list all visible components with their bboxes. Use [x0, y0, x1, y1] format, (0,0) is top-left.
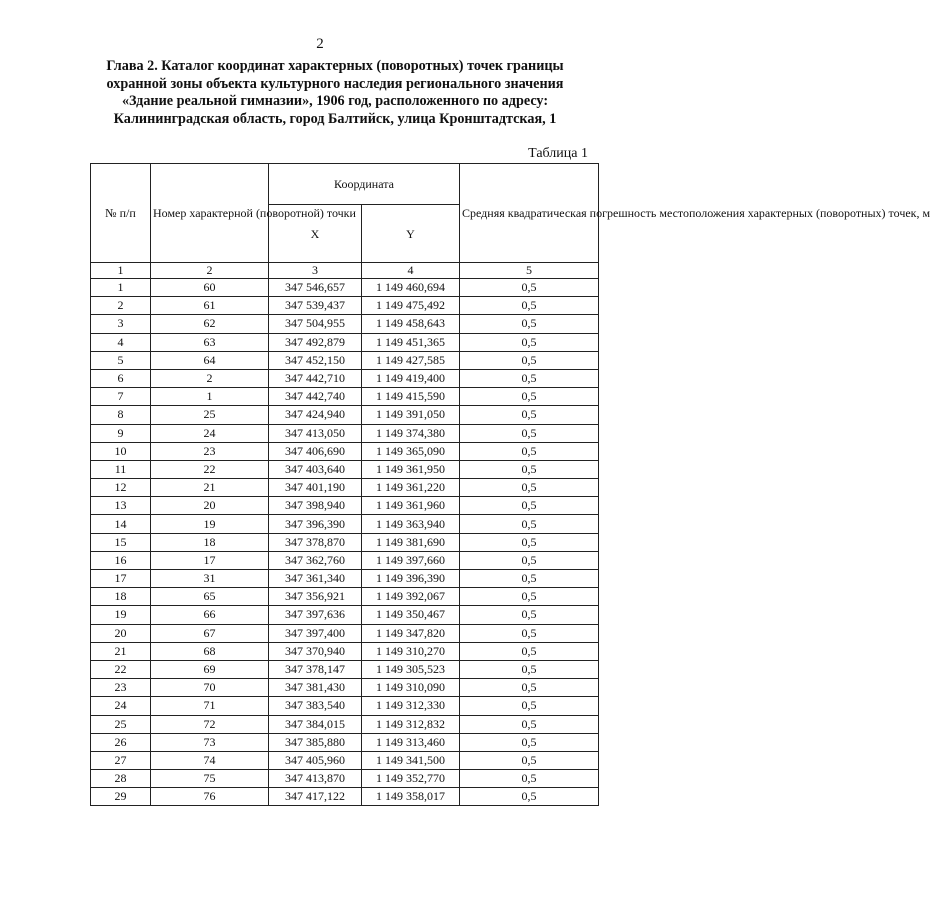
cell-x: 347 442,740: [269, 388, 362, 406]
cell-row-number: 7: [91, 388, 151, 406]
cell-y: 1 149 427,585: [362, 351, 460, 369]
cell-x: 347 385,880: [269, 733, 362, 751]
cell-point-number: 72: [151, 715, 269, 733]
header-num: № п/п: [91, 164, 151, 263]
cell-x: 347 546,657: [269, 279, 362, 297]
cell-x: 347 384,015: [269, 715, 362, 733]
cell-x: 347 442,710: [269, 369, 362, 387]
cell-row-number: 21: [91, 642, 151, 660]
column-index-cell: 3: [269, 263, 362, 279]
cell-point-number: 71: [151, 697, 269, 715]
table-row: [91, 660, 599, 678]
heading-line: Калининградская область, город Балтийск, улица Кронштадтская, 1: [113, 110, 557, 127]
table-row: [91, 351, 599, 369]
cell-error: 0,5: [460, 297, 599, 315]
cell-y: 1 149 341,500: [362, 751, 460, 769]
cell-point-number: 23: [151, 442, 269, 460]
cell-row-number: 22: [91, 660, 151, 678]
cell-error: 0,5: [460, 315, 599, 333]
header-error: Средняя квадратическая погрешность местоположения характерных (поворотных) точек, м: [460, 164, 599, 263]
cell-point-number: 70: [151, 679, 269, 697]
header-coordinate: Координата: [269, 164, 460, 205]
cell-error: 0,5: [460, 733, 599, 751]
cell-error: 0,5: [460, 788, 599, 806]
cell-point-number: 67: [151, 624, 269, 642]
cell-point-number: 64: [151, 351, 269, 369]
cell-y: 1 149 305,523: [362, 660, 460, 678]
cell-y: 1 149 361,220: [362, 479, 460, 497]
cell-x: 347 417,122: [269, 788, 362, 806]
cell-row-number: 16: [91, 551, 151, 569]
table-row: [91, 588, 599, 606]
cell-point-number: 60: [151, 279, 269, 297]
cell-y: 1 149 381,690: [362, 533, 460, 551]
cell-point-number: 2: [151, 369, 269, 387]
cell-x: 347 381,430: [269, 679, 362, 697]
cell-y: 1 149 419,400: [362, 369, 460, 387]
cell-error: 0,5: [460, 533, 599, 551]
cell-x: 347 424,940: [269, 406, 362, 424]
cell-point-number: 68: [151, 642, 269, 660]
cell-x: 347 396,390: [269, 515, 362, 533]
cell-x: 347 378,147: [269, 660, 362, 678]
table-row: [91, 315, 599, 333]
cell-row-number: 17: [91, 570, 151, 588]
cell-error: 0,5: [460, 588, 599, 606]
cell-row-number: 29: [91, 788, 151, 806]
table-row: [91, 624, 599, 642]
cell-y: 1 149 352,770: [362, 770, 460, 788]
table-row: [91, 479, 599, 497]
cell-row-number: 28: [91, 770, 151, 788]
cell-error: 0,5: [460, 679, 599, 697]
cell-point-number: 24: [151, 424, 269, 442]
table-row: [91, 606, 599, 624]
cell-x: 347 406,690: [269, 442, 362, 460]
cell-row-number: 13: [91, 497, 151, 515]
table-row: [91, 333, 599, 351]
coordinates-table: [90, 163, 930, 806]
cell-x: 347 397,636: [269, 606, 362, 624]
column-index-cell: 5: [460, 263, 599, 279]
cell-row-number: 15: [91, 533, 151, 551]
cell-row-number: 1: [91, 279, 151, 297]
table-row: [91, 715, 599, 733]
cell-error: 0,5: [460, 770, 599, 788]
table-row: [91, 733, 599, 751]
cell-error: 0,5: [460, 606, 599, 624]
cell-point-number: 20: [151, 497, 269, 515]
cell-point-number: 66: [151, 606, 269, 624]
cell-row-number: 11: [91, 460, 151, 478]
cell-x: 347 397,400: [269, 624, 362, 642]
column-index-cell: 1: [91, 263, 151, 279]
cell-x: 347 378,870: [269, 533, 362, 551]
table-row: [91, 751, 599, 769]
table-caption: Таблица 1: [528, 146, 588, 161]
page-number: 2: [316, 36, 324, 52]
table-row: [91, 406, 599, 424]
header-x: X: [269, 205, 362, 263]
cell-error: 0,5: [460, 751, 599, 769]
chapter-heading: [70, 58, 600, 128]
cell-point-number: 31: [151, 570, 269, 588]
table-row: [91, 570, 599, 588]
cell-y: 1 149 391,050: [362, 406, 460, 424]
cell-y: 1 149 363,940: [362, 515, 460, 533]
cell-point-number: 18: [151, 533, 269, 551]
cell-error: 0,5: [460, 460, 599, 478]
cell-row-number: 9: [91, 424, 151, 442]
cell-error: 0,5: [460, 497, 599, 515]
cell-row-number: 27: [91, 751, 151, 769]
heading-line: охранной зоны объекта культурного наследия регионального значения: [106, 75, 564, 92]
cell-error: 0,5: [460, 369, 599, 387]
cell-error: 0,5: [460, 388, 599, 406]
cell-point-number: 69: [151, 660, 269, 678]
table-row: [91, 679, 599, 697]
column-index-cell: 2: [151, 263, 269, 279]
cell-y: 1 149 312,330: [362, 697, 460, 715]
cell-y: 1 149 310,270: [362, 642, 460, 660]
cell-error: 0,5: [460, 660, 599, 678]
table-row: [91, 551, 599, 569]
cell-x: 347 492,879: [269, 333, 362, 351]
cell-y: 1 149 361,950: [362, 460, 460, 478]
table-row: [91, 697, 599, 715]
cell-x: 347 403,640: [269, 460, 362, 478]
cell-y: 1 149 365,090: [362, 442, 460, 460]
cell-row-number: 8: [91, 406, 151, 424]
table-row: [91, 279, 599, 297]
table-row: [91, 460, 599, 478]
cell-row-number: 14: [91, 515, 151, 533]
cell-error: 0,5: [460, 642, 599, 660]
cell-x: 347 362,760: [269, 551, 362, 569]
header-y: Y: [362, 205, 460, 263]
table-row: [91, 424, 599, 442]
table-row: [91, 533, 599, 551]
column-index-row: [91, 263, 599, 279]
cell-y: 1 149 310,090: [362, 679, 460, 697]
cell-y: 1 149 475,492: [362, 297, 460, 315]
table-row: [91, 497, 599, 515]
cell-point-number: 17: [151, 551, 269, 569]
cell-y: 1 149 361,960: [362, 497, 460, 515]
cell-row-number: 12: [91, 479, 151, 497]
cell-y: 1 149 397,660: [362, 551, 460, 569]
cell-point-number: 61: [151, 297, 269, 315]
cell-y: 1 149 415,590: [362, 388, 460, 406]
cell-error: 0,5: [460, 279, 599, 297]
table-row: [91, 388, 599, 406]
header-point-number: Номер характерной (поворотной) точки: [151, 164, 269, 263]
cell-x: 347 539,437: [269, 297, 362, 315]
cell-point-number: 63: [151, 333, 269, 351]
cell-y: 1 149 396,390: [362, 570, 460, 588]
cell-x: 347 504,955: [269, 315, 362, 333]
cell-row-number: 6: [91, 369, 151, 387]
table-header: [91, 164, 930, 263]
cell-point-number: 76: [151, 788, 269, 806]
cell-point-number: 74: [151, 751, 269, 769]
cell-row-number: 4: [91, 333, 151, 351]
cell-y: 1 149 392,067: [362, 588, 460, 606]
cell-row-number: 10: [91, 442, 151, 460]
cell-row-number: 24: [91, 697, 151, 715]
cell-y: 1 149 460,694: [362, 279, 460, 297]
cell-error: 0,5: [460, 551, 599, 569]
table-row: [91, 788, 599, 806]
cell-row-number: 18: [91, 588, 151, 606]
cell-error: 0,5: [460, 333, 599, 351]
cell-error: 0,5: [460, 351, 599, 369]
cell-x: 347 413,050: [269, 424, 362, 442]
table-body: [91, 263, 599, 806]
cell-point-number: 73: [151, 733, 269, 751]
cell-y: 1 149 458,643: [362, 315, 460, 333]
cell-y: 1 149 313,460: [362, 733, 460, 751]
cell-error: 0,5: [460, 624, 599, 642]
table-row: [91, 369, 599, 387]
cell-error: 0,5: [460, 424, 599, 442]
cell-row-number: 3: [91, 315, 151, 333]
cell-error: 0,5: [460, 515, 599, 533]
cell-error: 0,5: [460, 442, 599, 460]
cell-row-number: 25: [91, 715, 151, 733]
cell-error: 0,5: [460, 570, 599, 588]
cell-y: 1 149 451,365: [362, 333, 460, 351]
cell-error: 0,5: [460, 715, 599, 733]
cell-point-number: 62: [151, 315, 269, 333]
cell-point-number: 19: [151, 515, 269, 533]
table-row: [91, 642, 599, 660]
column-index-cell: 4: [362, 263, 460, 279]
table-row: [91, 770, 599, 788]
cell-point-number: 65: [151, 588, 269, 606]
cell-x: 347 452,150: [269, 351, 362, 369]
cell-point-number: 25: [151, 406, 269, 424]
table-row: [91, 515, 599, 533]
table-row: [91, 442, 599, 460]
cell-x: 347 398,940: [269, 497, 362, 515]
cell-point-number: 22: [151, 460, 269, 478]
cell-row-number: 5: [91, 351, 151, 369]
cell-x: 347 370,940: [269, 642, 362, 660]
cell-row-number: 20: [91, 624, 151, 642]
cell-x: 347 405,960: [269, 751, 362, 769]
cell-y: 1 149 347,820: [362, 624, 460, 642]
cell-row-number: 19: [91, 606, 151, 624]
cell-x: 347 401,190: [269, 479, 362, 497]
heading-line: Глава 2. Каталог координат характерных (поворотных) точек границы: [106, 58, 564, 74]
cell-error: 0,5: [460, 697, 599, 715]
cell-row-number: 23: [91, 679, 151, 697]
cell-row-number: 26: [91, 733, 151, 751]
cell-y: 1 149 358,017: [362, 788, 460, 806]
cell-row-number: 2: [91, 297, 151, 315]
cell-x: 347 413,870: [269, 770, 362, 788]
table-row: [91, 297, 599, 315]
heading-line: «Здание реальной гимназии», 1906 год, расположенного по адресу:: [121, 93, 549, 109]
cell-y: 1 149 312,832: [362, 715, 460, 733]
cell-x: 347 383,540: [269, 697, 362, 715]
cell-point-number: 1: [151, 388, 269, 406]
cell-x: 347 356,921: [269, 588, 362, 606]
cell-y: 1 149 350,467: [362, 606, 460, 624]
cell-x: 347 361,340: [269, 570, 362, 588]
cell-point-number: 75: [151, 770, 269, 788]
cell-error: 0,5: [460, 406, 599, 424]
cell-y: 1 149 374,380: [362, 424, 460, 442]
cell-error: 0,5: [460, 479, 599, 497]
cell-point-number: 21: [151, 479, 269, 497]
